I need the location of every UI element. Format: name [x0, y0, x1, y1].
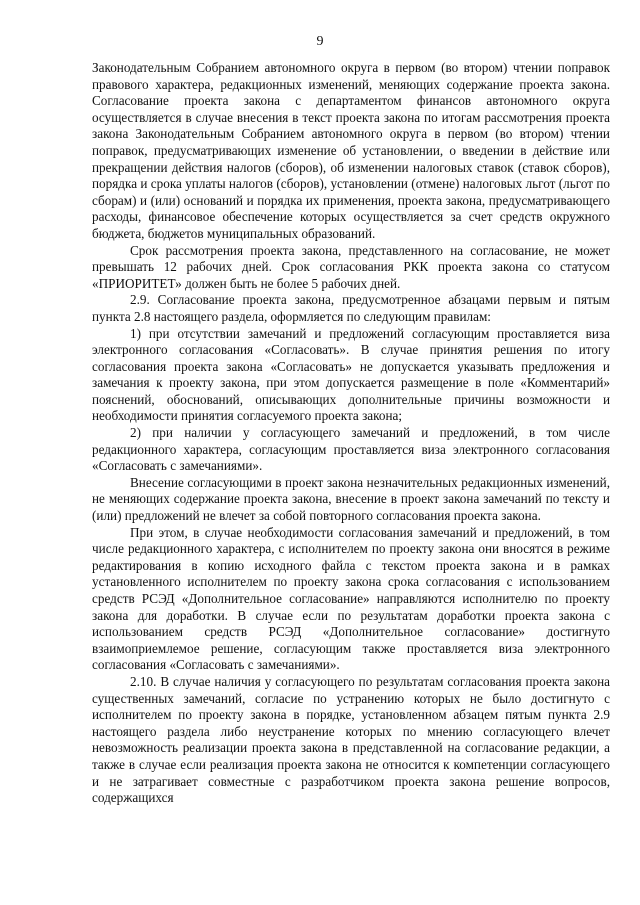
- paragraph-additional-approval: При этом, в случае необходимости согласования замечаний и предложений, в том числе редакционного характера, с исполнителем по проекту закона они вносятся в режиме редактирования в копию исходного файла с текстом проекта закона и в рамках установленного исполнителем по проекту закона срока согласования с использованием средств РСЭД «Дополнительное согласование» направляются исполнителю по проекту закона для доработки. В случае если по результатам доработки проекта закона с использованием средств РСЭД «Дополнительное согласование» достигнуто взаимоприемлемое решение, согласующим также проставляется виза электронного согласования «Согласовать с замечаниями».: [92, 524, 610, 673]
- paragraph-rule-1: 1) при отсутствии замечаний и предложений согласующим проставляется виза электронного согласования «Согласовать». В случае принятия решения по итогу согласования проекта закона «Согласовать» не допускается указывать предложения и замечания к проекту закона, при этом допускается размещение в поле «Комментарий» пояснений, обоснований, описывающих дополнительные причины возможности и необходимости принятия согласуемого проекта закона;: [92, 325, 610, 424]
- paragraph-minor-edits: Внесение согласующими в проект закона незначительных редакционных изменений, не меняющих содержание проекта закона, внесение в проект закона замечаний по тексту и (или) предложений не влечет за собой повторного согласования проекта закона.: [92, 474, 610, 524]
- paragraph-section-2-10: 2.10. В случае наличия у согласующего по результатам согласования проекта закона существенных замечаний, согласие по устранению которых не было достигнуто с исполнителем по проекту закона в порядке, установленном абзацем пятым пункта 2.9 настоящего раздела либо неустранение которых по мнению согласующего влечет невозможность реализации проекта закона в представленной на согласование редакции, а также в случае если реализация проекта закона не относится к компетенции согласующего и не затрагивает совместные с разработчиком проекта закона решение вопросов, содержащихся: [92, 673, 610, 806]
- paragraph-continuation: Законодательным Собранием автономного округа в первом (во втором) чтении поправок правового характера, редакционных изменений, меняющих содержание проекта закона. Согласование проекта закона с департаментом финансов автономного округа осуществляется в случае внесения в текст проекта закона по итогам рассмотрения проекта закона Законодательным Собранием автономного округа в первом (во втором) чтении поправок, предусматривающих изменение об установлении, о введении в действие или прекращении действия налогов (сборов), об изменении налоговых ставок (ставок сборов), порядка и срока уплаты налогов (сборов), установлении (отмене) налоговых льгот (льгот по сборам) и (или) оснований и порядка их применения, проекта закона, предусматривающего расходы, финансовое обеспечение которых осуществляется за счет средств окружного бюджета, бюджетов муниципальных образований.: [92, 60, 610, 241]
- paragraph-review-deadline: Срок рассмотрения проекта закона, представленного на согласование, не может превышать 12 рабочих дней. Срок согласования РКК проекта закона со статусом «ПРИОРИТЕТ» должен быть не более 5 рабочих дней.: [92, 242, 610, 291]
- page-number: 9: [316, 34, 324, 49]
- document-body: [92, 60, 610, 807]
- paragraph-rule-2: 2) при наличии у согласующего замечаний и предложений, в том числе редакционного характера, согласующим проставляется виза электронного согласования «Согласовать с замечаниями».: [92, 425, 610, 474]
- paragraph-section-2-9: 2.9. Согласование проекта закона, предусмотренное абзацами первым и пятым пункта 2.8 настоящего раздела, оформляется по следующим правилам:: [92, 292, 610, 324]
